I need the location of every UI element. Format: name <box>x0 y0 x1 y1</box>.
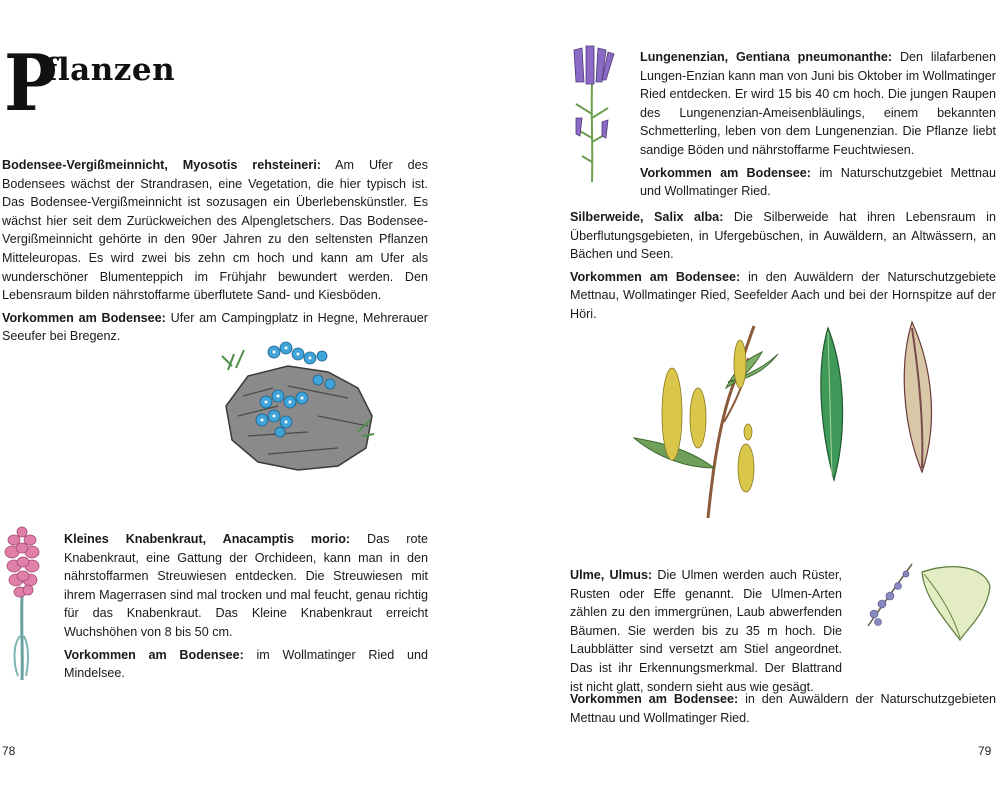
elm-leaf <box>922 567 990 640</box>
ulme-vorkommen-text: in den Auwäldern der Naturschutzgebieten Mettnau und Wollmatinger Ried. <box>570 692 996 725</box>
ulme-description <box>570 566 842 696</box>
orchid-stem <box>22 596 23 680</box>
knaben-vorkommen-text: im Wollmatinger Ried und Mindelsee. <box>64 647 428 681</box>
page-number-left: 78 <box>2 744 16 758</box>
orchid-blossoms <box>5 527 39 597</box>
elm-illustration <box>862 556 996 648</box>
willow-illustration <box>628 318 948 532</box>
vergiss-description <box>2 156 428 305</box>
page-title <box>4 38 184 134</box>
elm-seeds <box>870 571 909 626</box>
enzian-vorkommen <box>640 164 996 201</box>
enzian-vorkommen-label: Vorkommen am Bodensee: <box>640 165 811 180</box>
vergiss-vorkommen-label: Vorkommen am Bodensee: <box>2 310 166 325</box>
section-silberweide <box>570 208 996 328</box>
title-rest: flanzen <box>44 52 176 88</box>
weide-description <box>570 208 996 264</box>
section-knabenkraut <box>64 530 428 687</box>
willow-catkins <box>662 340 754 492</box>
orchid-illustration <box>2 526 50 682</box>
weide-vorkommen <box>570 268 996 324</box>
ulme-vorkommen <box>570 690 996 727</box>
section-enzian <box>640 48 996 205</box>
section-ulme <box>570 566 842 696</box>
willow-leaf-dry <box>904 322 931 472</box>
ulme-vorkommen-label: Vorkommen am Bodensee: <box>570 692 739 706</box>
vergiss-name: Bodensee-Vergißmeinnicht, Myosotis rehsteineri: <box>2 158 321 172</box>
weide-vorkommen-label: Vorkommen am Bodensee: <box>570 269 741 284</box>
enzian-description <box>640 48 996 160</box>
vergiss-vorkommen-text: Ufer am Campingplatz in Hegne, Mehrerauer Seeufer bei Bregenz. <box>2 310 428 344</box>
section-vergissmeinnicht <box>2 156 428 350</box>
title-initial: P <box>4 38 57 129</box>
weide-text: Die Silberweide hat ihren Lebensraum in Überflutungsgebieten, in Ufergebüschen, in Auwäldern, an Altwässern, an Bächen und Seen. <box>570 210 996 262</box>
ulme-text: Die Ulmen werden auch Rüster, Rusten oder Effe genannt. Die Ulmen-Arten zählen zu den immergrünen, Laub abwerfenden Bäumen. Sie werden bis zu 35 m hoch. Die Laubblätter sind versetzt am Stiel angeordnet. Das ist ihr Erkennungsmerkmal. Der Blattrand ist nicht glatt, sondern sieht aus wie gesägt. <box>570 568 842 694</box>
weide-vorkommen-text: in den Auwäldern der Naturschutzgebiete Mettnau, Wollmatinger Ried, Seefelder Aach und bei der Hornspitze auf der Höri. <box>570 269 996 321</box>
knaben-description <box>64 530 428 642</box>
ulme-name: Ulme, Ulmus: <box>570 568 653 582</box>
page-number-right: 79 <box>978 744 992 758</box>
section-ulme-vorkommen <box>570 690 996 731</box>
knaben-vorkommen-label: Vorkommen am Bodensee: <box>64 647 244 662</box>
gentian-stem <box>592 84 593 182</box>
rock-shape <box>226 366 372 470</box>
enzian-text: Den lilafarbenen Lungen-Enzian kann man von Juni bis Oktober im Wollmatinger Ried entdecken. Er wird 15 bis 40 cm hoch. Die jungen Raupen des Lungenenzian-Ameisenbläulings, einem bekannten Schmetterling, leben von dem Lungenenzian. Die Pflanze liebt sandige Böden und nährstoffarme Feuchtwiesen. <box>640 50 996 157</box>
knaben-name: Kleines Knabenkraut, Anacamptis morio: <box>64 532 351 546</box>
gentian-flowers <box>574 46 614 138</box>
enzian-vorkommen-text: im Naturschutzgebiet Mettnau und Wollmatinger Ried. <box>640 165 996 199</box>
vergiss-text: Am Ufer des Bodensees wächst der Strandrasen, eine Vegetation, die hier typisch ist. Das Bodensee-Vergißmeinnicht ist sozusagen ein Überlebenskünstler. Es wächst hier seit dem Zurückweichen des Alpengletschers. Das Bodensee-Vergißmeinnicht gehörte in den 90er Jahren zu den seltensten Pflanzen Mitteleuropas. Es wird zwei bis zehn cm hoch und kann am Ufer als wunderschöner Blumenteppich im Frühjahr bewundert werden. Den Lebensraum bilden nährstoffarme überflutete Sand- und Kiesböden. <box>2 158 428 303</box>
enzian-name: Lungenenzian, Gentiana pneumonanthe: <box>640 50 893 64</box>
weide-name: Silberweide, Salix alba: <box>570 210 724 224</box>
forget-me-not-illustration <box>218 336 378 476</box>
knaben-vorkommen <box>64 646 428 683</box>
knaben-text: Das rote Knabenkraut, eine Gattung der Orchideen, kann man in den nährstoffarmen Streuwiesen entdecken. Die Streuwiesen mit ihrem Magerrasen sind mal trocken und mal feucht, genau richtig für das Knabenkraut. Das Kleine Knabenkraut erreicht Wuchshöhen von 8 bis 50 cm. <box>64 532 428 639</box>
gentian-illustration <box>560 44 624 184</box>
